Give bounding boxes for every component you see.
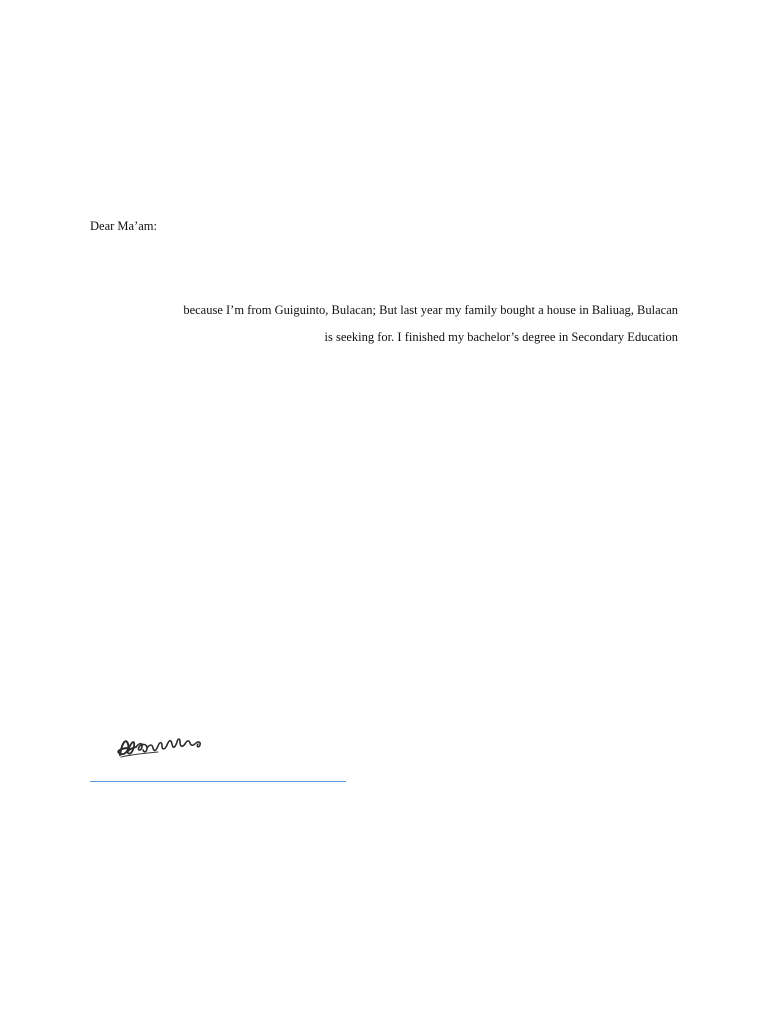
signature-icon xyxy=(112,730,212,762)
salutation: Dear Ma’am: xyxy=(90,219,157,233)
body-line-1: because I’m from Guiguinto, Bulacan; But last year my family bought a house in Baliuag, Bulacan xyxy=(183,303,678,317)
signature-line xyxy=(90,781,346,782)
body-line-2: is seeking for. I finished my bachelor’s degree in Secondary Education xyxy=(324,330,678,344)
